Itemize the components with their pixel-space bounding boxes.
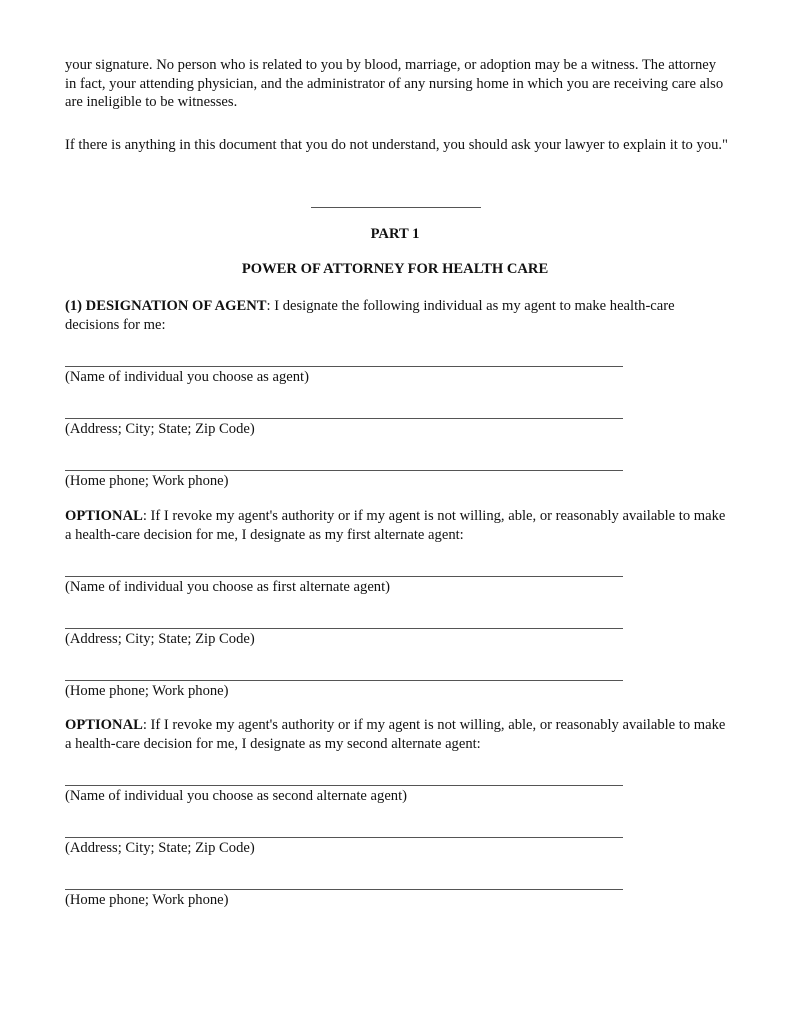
second-alternate-text: : If I revoke my agent's authority or if my agent is not willing, able, or reasonably available to make a health-care decision for me, I designate as my second alternate agent: (65, 717, 726, 752)
second-alternate-phone-line[interactable] (65, 889, 623, 890)
first-alternate-address-line[interactable] (65, 628, 623, 629)
agent-address-caption: (Address; City; State; Zip Code) (65, 421, 255, 437)
second-alternate-paragraph (65, 716, 730, 753)
agent-address-line[interactable] (65, 418, 623, 419)
first-alternate-name-caption: (Name of individual you choose as first alternate agent) (65, 579, 391, 595)
agent-name-line[interactable] (65, 366, 623, 367)
part-title: POWER OF ATTORNEY FOR HEALTH CARE (241, 261, 549, 277)
first-alternate-paragraph (65, 507, 730, 544)
designation-text: : I designate the following individual as my agent to make health-care decisions for me: (65, 298, 675, 333)
second-alternate-phone-caption: (Home phone; Work phone) (65, 892, 229, 908)
section-separator (311, 207, 481, 208)
second-alternate-name-caption: (Name of individual you choose as second alternate agent) (65, 788, 408, 804)
agent-name-caption: (Name of individual you choose as agent) (65, 369, 309, 385)
first-alternate-phone-caption: (Home phone; Work phone) (65, 683, 229, 699)
second-alternate-name-line[interactable] (65, 785, 623, 786)
agent-phone-caption: (Home phone; Work phone) (65, 473, 229, 489)
witness-paragraph: your signature. No person who is related to you by blood, marriage, or adoption may be a witness. The attorney in fact, your attending physician, and the administrator of any nursing home in which you are receiving care also are ineligible to be witnesses. (65, 57, 724, 110)
lawyer-paragraph: If there is anything in this document that you do not understand, you should ask your lawyer to explain it to you." (65, 137, 728, 153)
first-alternate-phone-line[interactable] (65, 680, 623, 681)
first-alternate-text: : If I revoke my agent's authority or if my agent is not willing, able, or reasonably available to make a health-care decision for me, I designate as my first alternate agent: (65, 508, 726, 543)
agent-phone-line[interactable] (65, 470, 623, 471)
part-number: PART 1 (370, 226, 420, 242)
second-alternate-label: OPTIONAL (65, 717, 143, 733)
second-alternate-address-line[interactable] (65, 837, 623, 838)
first-alternate-name-line[interactable] (65, 576, 623, 577)
designation-paragraph (65, 297, 730, 334)
first-alternate-address-caption: (Address; City; State; Zip Code) (65, 631, 255, 647)
designation-label: (1) DESIGNATION OF AGENT (65, 298, 267, 314)
second-alternate-address-caption: (Address; City; State; Zip Code) (65, 840, 255, 856)
first-alternate-label: OPTIONAL (65, 508, 143, 524)
